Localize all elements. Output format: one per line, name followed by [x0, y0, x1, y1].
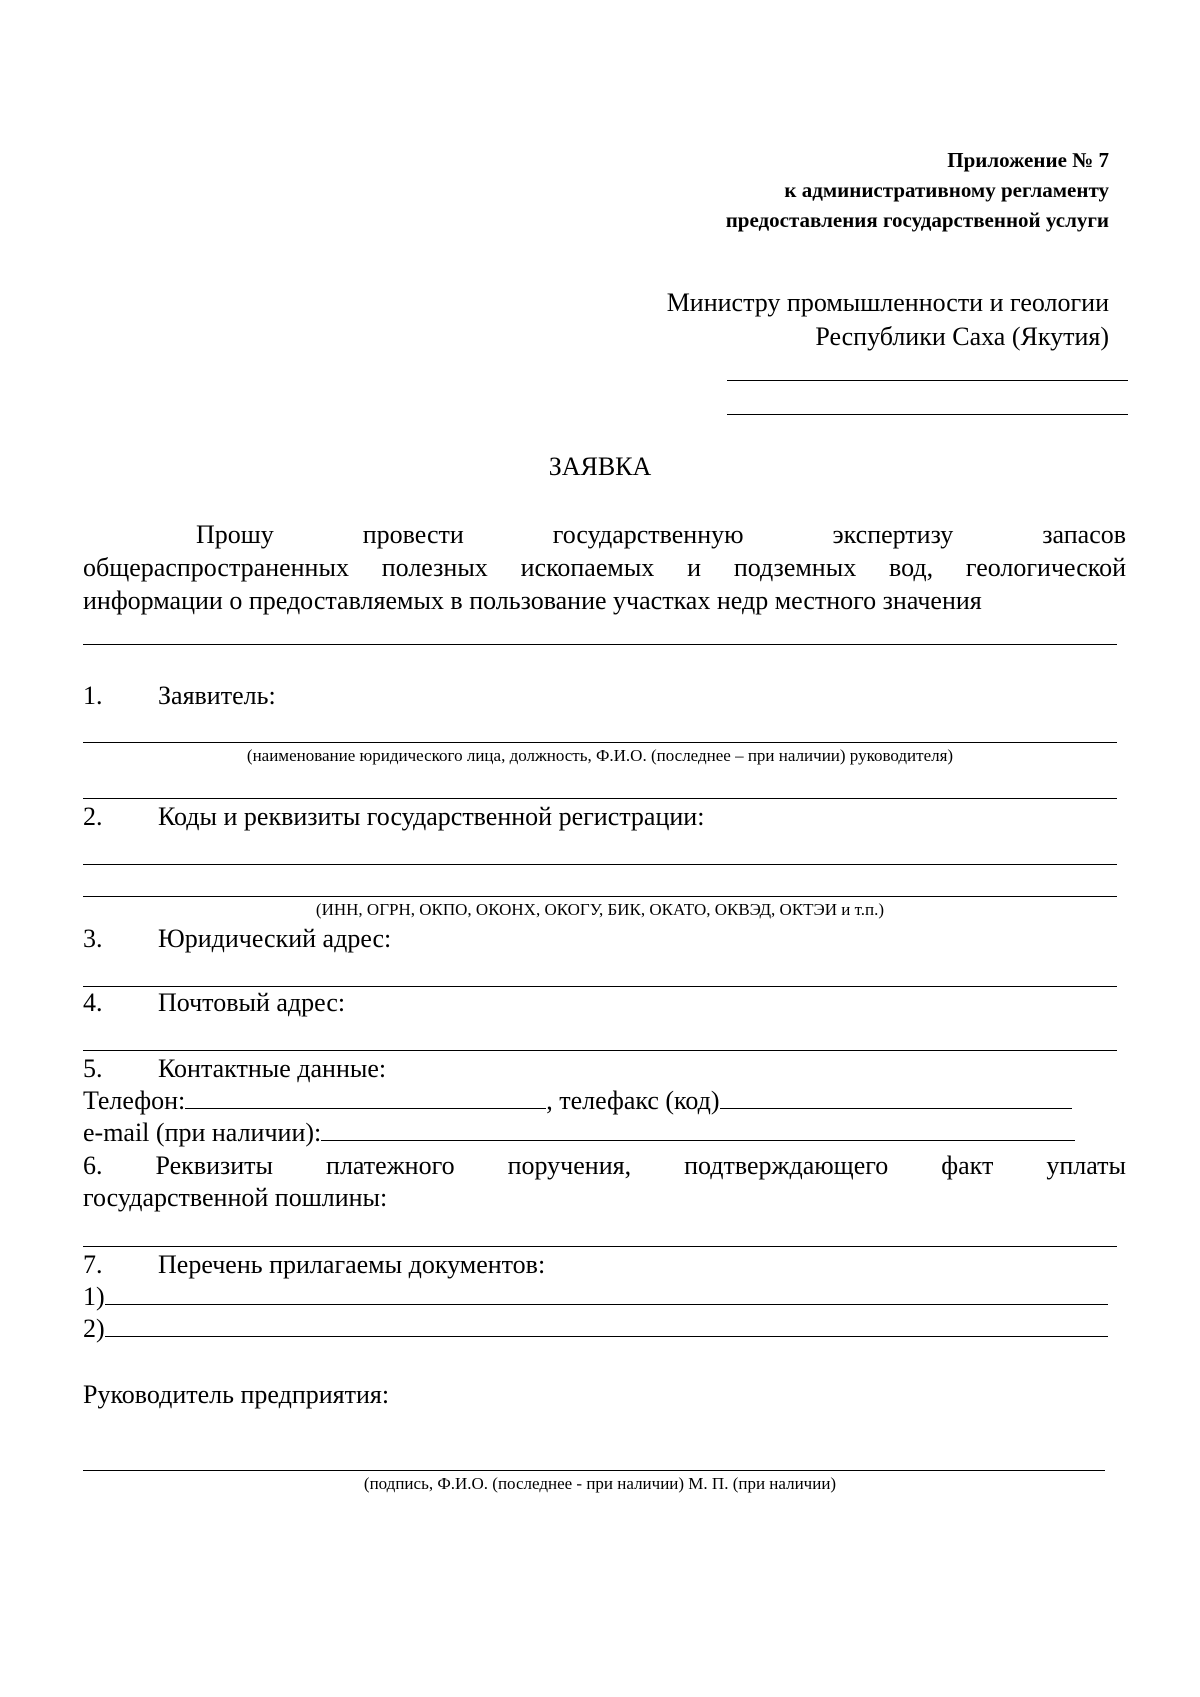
applicant-blank-line-2[interactable]: [83, 798, 1117, 799]
addressee-blank-line-2[interactable]: [727, 414, 1128, 415]
addressee-line-1: Министру промышленности и геологии: [666, 288, 1109, 317]
document-2-number: 2): [83, 1314, 105, 1343]
intro-line-1: [83, 518, 1126, 551]
item-2-label: Коды и реквизиты государственной регистрации:: [158, 802, 705, 831]
email-row: [83, 1118, 1075, 1148]
item-7-number: 7.: [83, 1250, 103, 1279]
intro-line-2: общераспространенных полезных ископаемых и подземных вод, геологической: [83, 553, 1126, 582]
intro-word: провести: [362, 520, 464, 549]
fax-label: , телефакс (код): [546, 1086, 720, 1115]
document-row-2: [83, 1314, 1108, 1344]
appendix-header: [726, 145, 1109, 235]
phone-blank[interactable]: [185, 1086, 546, 1109]
addressee-line-2: Республики Саха (Якутия): [815, 322, 1109, 351]
item-3-number: 3.: [83, 924, 103, 953]
email-label: e-mail (при наличии):: [83, 1118, 322, 1147]
item-6-word: Реквизиты: [155, 1151, 274, 1180]
applicant-blank-line[interactable]: [83, 742, 1117, 743]
addressee-blank-line-1[interactable]: [727, 380, 1128, 381]
email-blank[interactable]: [321, 1118, 1075, 1141]
item-6-line-2: государственной пошлины:: [83, 1183, 388, 1212]
item-6-word: уплаты: [1046, 1151, 1126, 1180]
intro-word: государственную: [552, 520, 744, 549]
item-6-word: факт: [941, 1151, 994, 1180]
postal-address-blank-line[interactable]: [83, 1050, 1117, 1051]
registration-blank-line-1[interactable]: [83, 864, 1117, 865]
registration-blank-line-2[interactable]: [83, 896, 1117, 897]
item-6-line-1: [83, 1151, 1126, 1181]
intro-word: запасов: [1042, 520, 1127, 549]
intro-paragraph: [83, 518, 1126, 617]
item-6-word: поручения,: [507, 1151, 632, 1180]
item-4-number: 4.: [83, 988, 103, 1017]
item-5-label: Контактные данные:: [158, 1054, 387, 1083]
intro-word: экспертизу: [832, 520, 954, 549]
item-6-number: 6.: [83, 1151, 103, 1180]
item-1-label: Заявитель:: [158, 681, 276, 710]
item-2-number: 2.: [83, 802, 103, 831]
item-4-label: Почтовый адрес:: [158, 988, 346, 1017]
document-2-blank[interactable]: [105, 1314, 1108, 1337]
signature-label: Руководитель предприятия:: [83, 1380, 390, 1409]
payment-blank-line[interactable]: [83, 1246, 1117, 1247]
item-7-label: Перечень прилагаемы документов:: [158, 1250, 546, 1279]
item-3-label: Юридический адрес:: [158, 924, 392, 953]
signature-blank-line[interactable]: [83, 1470, 1105, 1471]
addressee-block: [667, 286, 1109, 354]
document-1-number: 1): [83, 1282, 105, 1311]
item-6-word: подтверждающего: [684, 1151, 889, 1180]
item-1-number: 1.: [83, 681, 103, 710]
item-5-number: 5.: [83, 1054, 103, 1083]
intro-line-3: информации о предоставляемых в пользование участках недр местного значения: [83, 586, 982, 615]
phone-label: Телефон:: [83, 1086, 186, 1115]
appendix-line-2: к административному регламенту: [784, 178, 1109, 202]
item-6-word: платежного: [326, 1151, 455, 1180]
fax-blank[interactable]: [720, 1086, 1072, 1109]
phone-fax-row: [83, 1086, 1072, 1116]
document-row-1: [83, 1282, 1108, 1312]
intro-word: Прошу: [196, 520, 274, 549]
applicant-caption: (наименование юридического лица, должность, Ф.И.О. (последнее – при наличии) руководителя): [246, 746, 954, 765]
document-1-blank[interactable]: [105, 1282, 1108, 1305]
signature-caption: (подпись, Ф.И.О. (последнее - при наличии) М. П. (при наличии): [363, 1474, 837, 1493]
legal-address-blank-line[interactable]: [83, 986, 1117, 987]
appendix-line-3: предоставления государственной услуги: [725, 208, 1109, 232]
registration-caption: (ИНН, ОГРН, ОКПО, ОКОНХ, ОКОГУ, БИК, ОКАТО, ОКВЭД, ОКТЭИ и т.п.): [315, 900, 885, 919]
appendix-line-1: Приложение № 7: [947, 148, 1109, 172]
document-title: ЗАЯВКА: [548, 452, 652, 481]
intro-blank-line[interactable]: [83, 644, 1117, 645]
